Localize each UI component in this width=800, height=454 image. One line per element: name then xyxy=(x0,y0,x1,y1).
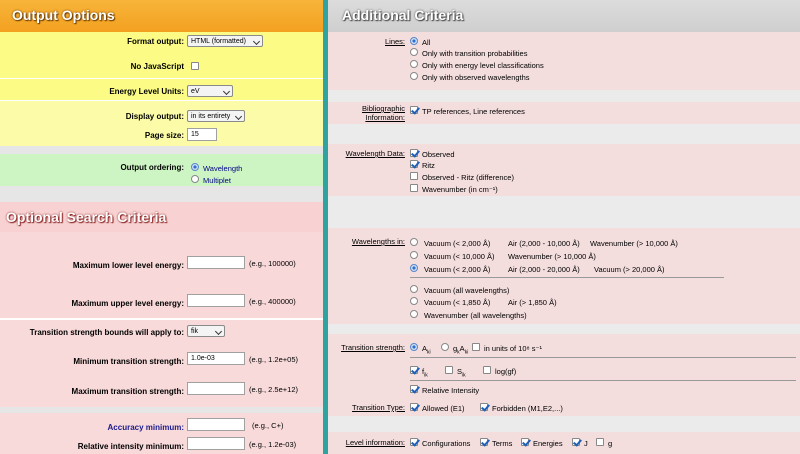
lines-all-radio[interactable] xyxy=(410,37,418,45)
ts-units-label: in units of 10⁸ s⁻¹ xyxy=(484,344,542,353)
ts-relint-checkbox[interactable] xyxy=(410,385,418,393)
wlin-row5-vacuum: Vacuum (< 1,850 Å) xyxy=(424,298,491,307)
rel-int-hint: (e.g., 1.2e-03) xyxy=(249,440,297,449)
wlin-row5-radio[interactable] xyxy=(410,297,418,305)
min-ts-hint: (e.g., 1.2e+05) xyxy=(249,355,298,364)
min-ts-input[interactable]: 1.0e-03 xyxy=(187,352,245,365)
max-upper-label: Maximum upper level energy: xyxy=(71,299,184,308)
wlin-row5-air: Air (> 1,850 Å) xyxy=(508,298,557,307)
format-output-select[interactable]: HTML (formatted) xyxy=(187,35,263,47)
wlin-row3-air: Air (2,000 - 20,000 Å) xyxy=(508,265,580,274)
wlin-row6-radio[interactable] xyxy=(410,310,418,318)
wldata-observed-label: Observed xyxy=(422,150,455,159)
ts-units-checkbox[interactable] xyxy=(472,343,480,351)
lines-all-label: All xyxy=(422,38,431,47)
ts-loggf-checkbox[interactable] xyxy=(483,366,491,374)
ts-gaki-radio[interactable] xyxy=(441,343,449,351)
wlin-row2-radio[interactable] xyxy=(410,251,418,259)
wldata-wavenumber-checkbox[interactable] xyxy=(410,184,418,192)
wldata-diff-checkbox[interactable] xyxy=(410,172,418,180)
r-gap-4 xyxy=(328,324,800,334)
r-gap-2 xyxy=(328,124,800,144)
ts-label[interactable]: Transition strength: xyxy=(341,343,405,352)
wlin-row4-radio[interactable] xyxy=(410,285,418,293)
format-output-label: Format output: xyxy=(127,37,184,46)
wlin-row3-vacuum: Vacuum (< 2,000 Å) xyxy=(424,265,491,274)
wlin-row3-vacuum2: Vacuum (> 20,000 Å) xyxy=(594,265,665,274)
tt-allowed-label: Allowed (E1) xyxy=(422,404,465,413)
level-energies-checkbox[interactable] xyxy=(521,438,529,446)
ts-bounds-label: Transition strength bounds will apply to: xyxy=(29,328,184,337)
wldata-ritz-checkbox[interactable] xyxy=(410,160,418,168)
ts-fik-label: $f_{ik}$ xyxy=(422,367,428,379)
no-javascript-checkbox[interactable] xyxy=(191,62,199,70)
wlin-row2-vacuum: Vacuum (< 10,000 Å) xyxy=(424,252,495,261)
max-ts-label: Maximum transition strength: xyxy=(71,387,184,396)
lines-tp-radio[interactable] xyxy=(410,48,418,56)
ts-gaki-label: $g_kA_{ki}$ xyxy=(453,344,469,356)
biblio-checkbox[interactable] xyxy=(410,106,418,114)
tt-forbidden-label: Forbidden (M1,E2,...) xyxy=(492,404,563,413)
optional-search-title: Optional Search Criteria xyxy=(6,209,167,225)
max-lower-input[interactable] xyxy=(187,256,245,269)
tt-allowed-checkbox[interactable] xyxy=(410,403,418,411)
energy-units-label: Energy Level Units: xyxy=(109,87,184,96)
r-gap-3 xyxy=(328,196,800,228)
r-gap-1 xyxy=(328,90,800,102)
accuracy-input[interactable] xyxy=(187,418,245,431)
wlin-row1-wavenumber: Wavenumber (> 10,000 Å) xyxy=(590,239,678,248)
level-configs-checkbox[interactable] xyxy=(410,438,418,446)
max-ts-input[interactable] xyxy=(187,382,245,395)
ordering-wavelength-label: Wavelength xyxy=(203,164,243,173)
ts-fik-checkbox[interactable] xyxy=(410,366,418,374)
wldata-observed-checkbox[interactable] xyxy=(410,149,418,157)
wlin-row3-radio[interactable] xyxy=(410,264,418,272)
level-terms-checkbox[interactable] xyxy=(480,438,488,446)
ts-sik-label: $S_{ik}$ xyxy=(457,367,466,379)
ts-loggf-label: log(gf) xyxy=(495,367,517,376)
max-lower-hint: (e.g., 100000) xyxy=(249,259,296,268)
level-g-label: g xyxy=(608,439,613,448)
wlin-row6-wavenumber: Wavenumber (all wavelengths) xyxy=(424,311,527,320)
biblio-label-line2[interactable]: Information: xyxy=(365,113,405,122)
max-ts-hint: (e.g., 2.5e+12) xyxy=(249,385,298,394)
output-ordering-label: Output ordering: xyxy=(120,163,184,172)
wldata-label[interactable]: Wavelength Data: xyxy=(345,149,405,158)
max-upper-hint: (e.g., 400000) xyxy=(249,297,296,306)
wldata-wavenumber-label: Wavenumber (in cm⁻¹) xyxy=(422,185,498,194)
lines-elc-radio[interactable] xyxy=(410,60,418,68)
no-javascript-label: No JavaScript xyxy=(130,62,184,71)
rel-int-input[interactable] xyxy=(187,437,245,450)
ts-aki-radio[interactable] xyxy=(410,343,418,351)
lines-tp-label: Only with transition probabilities xyxy=(422,49,528,58)
ts-aki-label: $A_{ki}$ xyxy=(422,344,431,356)
wldata-diff-label: Observed - Ritz (difference) xyxy=(422,173,514,182)
output-options-title: Output Options xyxy=(12,7,115,23)
max-lower-label: Maximum lower level energy: xyxy=(72,261,184,270)
wlin-divider xyxy=(410,277,724,278)
wlin-row4-vacuum: Vacuum (all wavelengths) xyxy=(424,286,510,295)
min-ts-label: Minimum transition strength: xyxy=(73,357,184,366)
wlin-row2-wavenumber: Wavenumber (> 10,000 Å) xyxy=(508,252,596,261)
ordering-multiplet-label: Multiplet xyxy=(203,176,231,185)
wldata-ritz-label: Ritz xyxy=(422,161,435,170)
display-output-select[interactable]: in its entirety xyxy=(187,110,245,122)
display-output-label: Display output: xyxy=(125,112,184,121)
page-size-label: Page size: xyxy=(144,131,184,140)
gap-row xyxy=(0,146,323,154)
level-j-label: J xyxy=(584,439,588,448)
r-gap-5 xyxy=(328,416,800,432)
biblio-label-line1[interactable]: Bibliographic xyxy=(362,104,405,113)
level-configs-label: Configurations xyxy=(422,439,471,448)
max-upper-input[interactable] xyxy=(187,294,245,307)
tt-forbidden-checkbox[interactable] xyxy=(480,403,488,411)
level-energies-label: Energies xyxy=(533,439,563,448)
accuracy-label: Accuracy minimum: xyxy=(107,423,184,432)
gap-row-2 xyxy=(0,186,323,202)
ts-divider-2 xyxy=(410,380,796,381)
page-size-input[interactable]: 15 xyxy=(187,128,217,141)
ts-relint-label: Relative Intensity xyxy=(422,386,480,395)
additional-criteria-title: Additional Criteria xyxy=(342,7,464,23)
ordering-multiplet-radio[interactable] xyxy=(191,175,199,183)
ts-sik-checkbox[interactable] xyxy=(445,366,453,374)
lines-label[interactable]: Lines: xyxy=(384,37,405,46)
energy-units-select[interactable]: eV xyxy=(187,85,233,97)
ts-bounds-select[interactable]: fik xyxy=(187,325,225,337)
tt-label[interactable]: Transition Type: xyxy=(352,403,405,412)
accuracy-hint: (e.g., C+) xyxy=(252,421,284,430)
level-j-checkbox[interactable] xyxy=(572,438,580,446)
ordering-wavelength-radio[interactable] xyxy=(191,163,199,171)
level-terms-label: Terms xyxy=(492,439,513,448)
wlin-row1-vacuum: Vacuum (< 2,000 Å) xyxy=(424,239,491,248)
level-g-checkbox[interactable] xyxy=(596,438,604,446)
rel-int-label: Relative intensity minimum: xyxy=(77,442,184,451)
wlin-row1-radio[interactable] xyxy=(410,238,418,246)
lines-obs-label: Only with observed wavelengths xyxy=(422,73,530,82)
biblio-option-label: TP references, Line references xyxy=(422,107,525,116)
level-label[interactable]: Level information: xyxy=(345,438,405,447)
ts-divider xyxy=(410,357,796,358)
lines-obs-radio[interactable] xyxy=(410,72,418,80)
wlin-row1-air: Air (2,000 - 10,000 Å) xyxy=(508,239,580,248)
wlin-label[interactable]: Wavelengths in: xyxy=(351,237,405,246)
lines-elc-label: Only with energy level classifications xyxy=(422,61,544,70)
